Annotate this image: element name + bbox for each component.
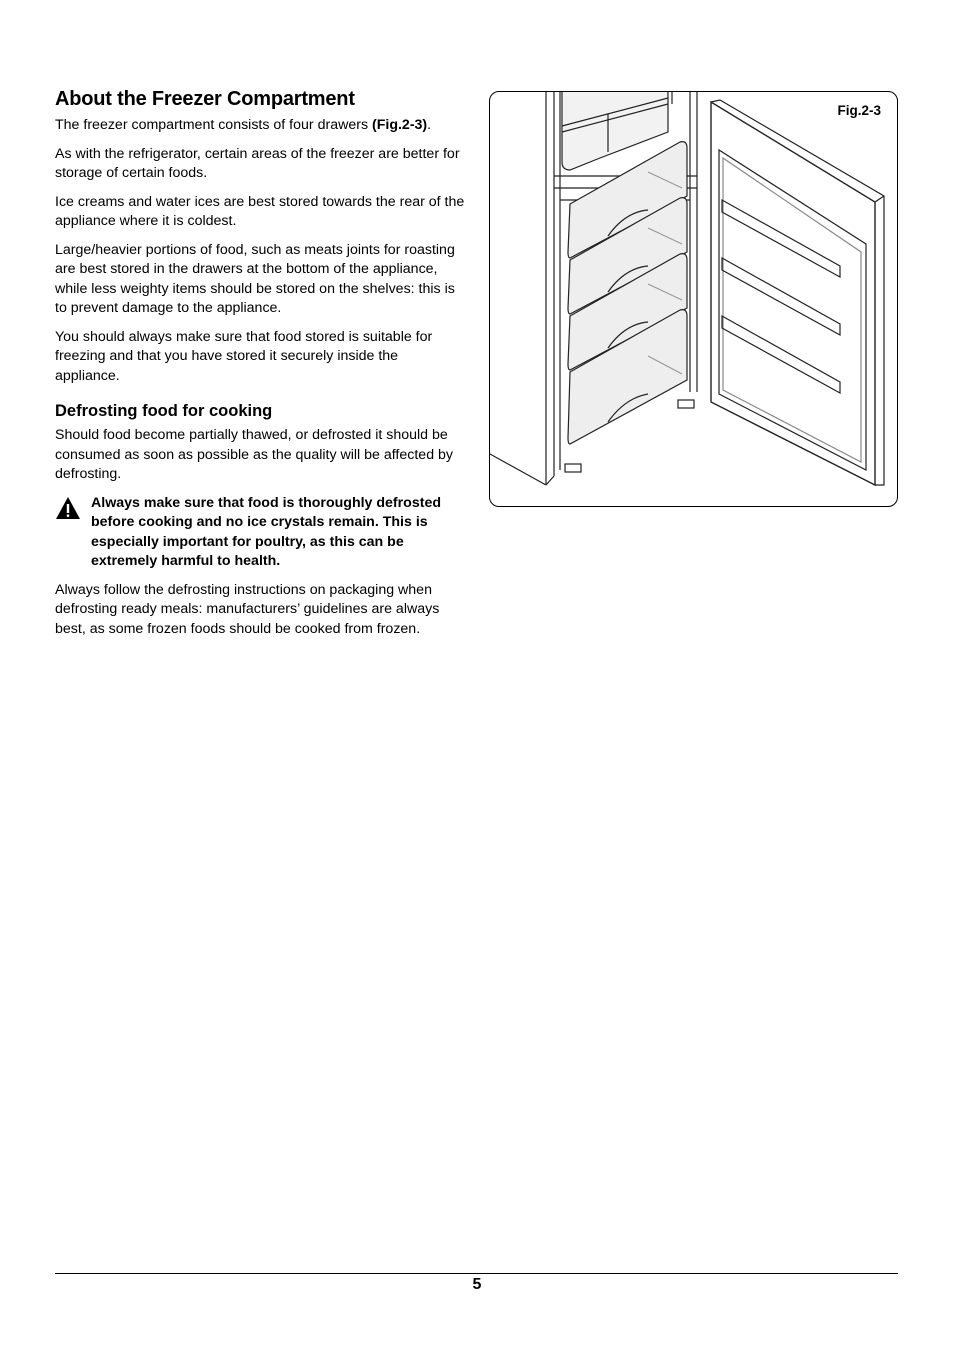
paragraph-suitable-freezing: You should always make sure that food stored is suitable for freezing and that you have stored it securely inside the appliance.	[55, 328, 433, 384]
section-heading: About the Freezer Compartment	[55, 88, 355, 110]
paragraph-storage-areas: As with the refrigerator, certain areas of the freezer are better for storage of certain foods.	[55, 145, 460, 181]
paragraph-heavy-food: Large/heavier portions of food, such as meats joints for roasting are best stored in the drawers at the bottom of the appliance, while less weighty items should be stored on the shelves: this is to prevent damage to the appliance.	[55, 241, 455, 316]
defrost-instructions-paragraph: Always follow the defrosting instructions on packaging when defrosting ready meals: manufacturers’ guidelines are always best, as some frozen foods should be cooked from frozen.	[55, 581, 440, 637]
warning-icon	[55, 496, 81, 520]
figure-label: Fig.2-3	[837, 103, 881, 118]
main-column	[55, 86, 465, 648]
footer-divider	[55, 1273, 898, 1274]
freezer-figure	[489, 91, 898, 507]
intro-paragraph: The freezer compartment consists of four drawers (Fig.2-3).	[55, 117, 432, 133]
figure-reference: (Fig.2-3)	[371, 117, 428, 133]
defrost-paragraph: Should food become partially thawed, or defrosted it should be consumed as soon as possible as the quality will be affected by defrosting.	[55, 427, 454, 482]
warning-text: Always make sure that food is thoroughly defrosted before cooking and no ice crystals remain. This is especially important for poultry, as this can be extremely harmful to health.	[91, 494, 442, 569]
page-number: 5	[472, 1276, 482, 1293]
paragraph-ice-cream: Ice creams and water ices are best stored towards the rear of the appliance where it is coldest.	[55, 193, 465, 229]
freezer-illustration	[490, 92, 898, 507]
defrost-heading: Defrosting food for cooking	[55, 402, 273, 420]
warning-block	[55, 494, 465, 572]
